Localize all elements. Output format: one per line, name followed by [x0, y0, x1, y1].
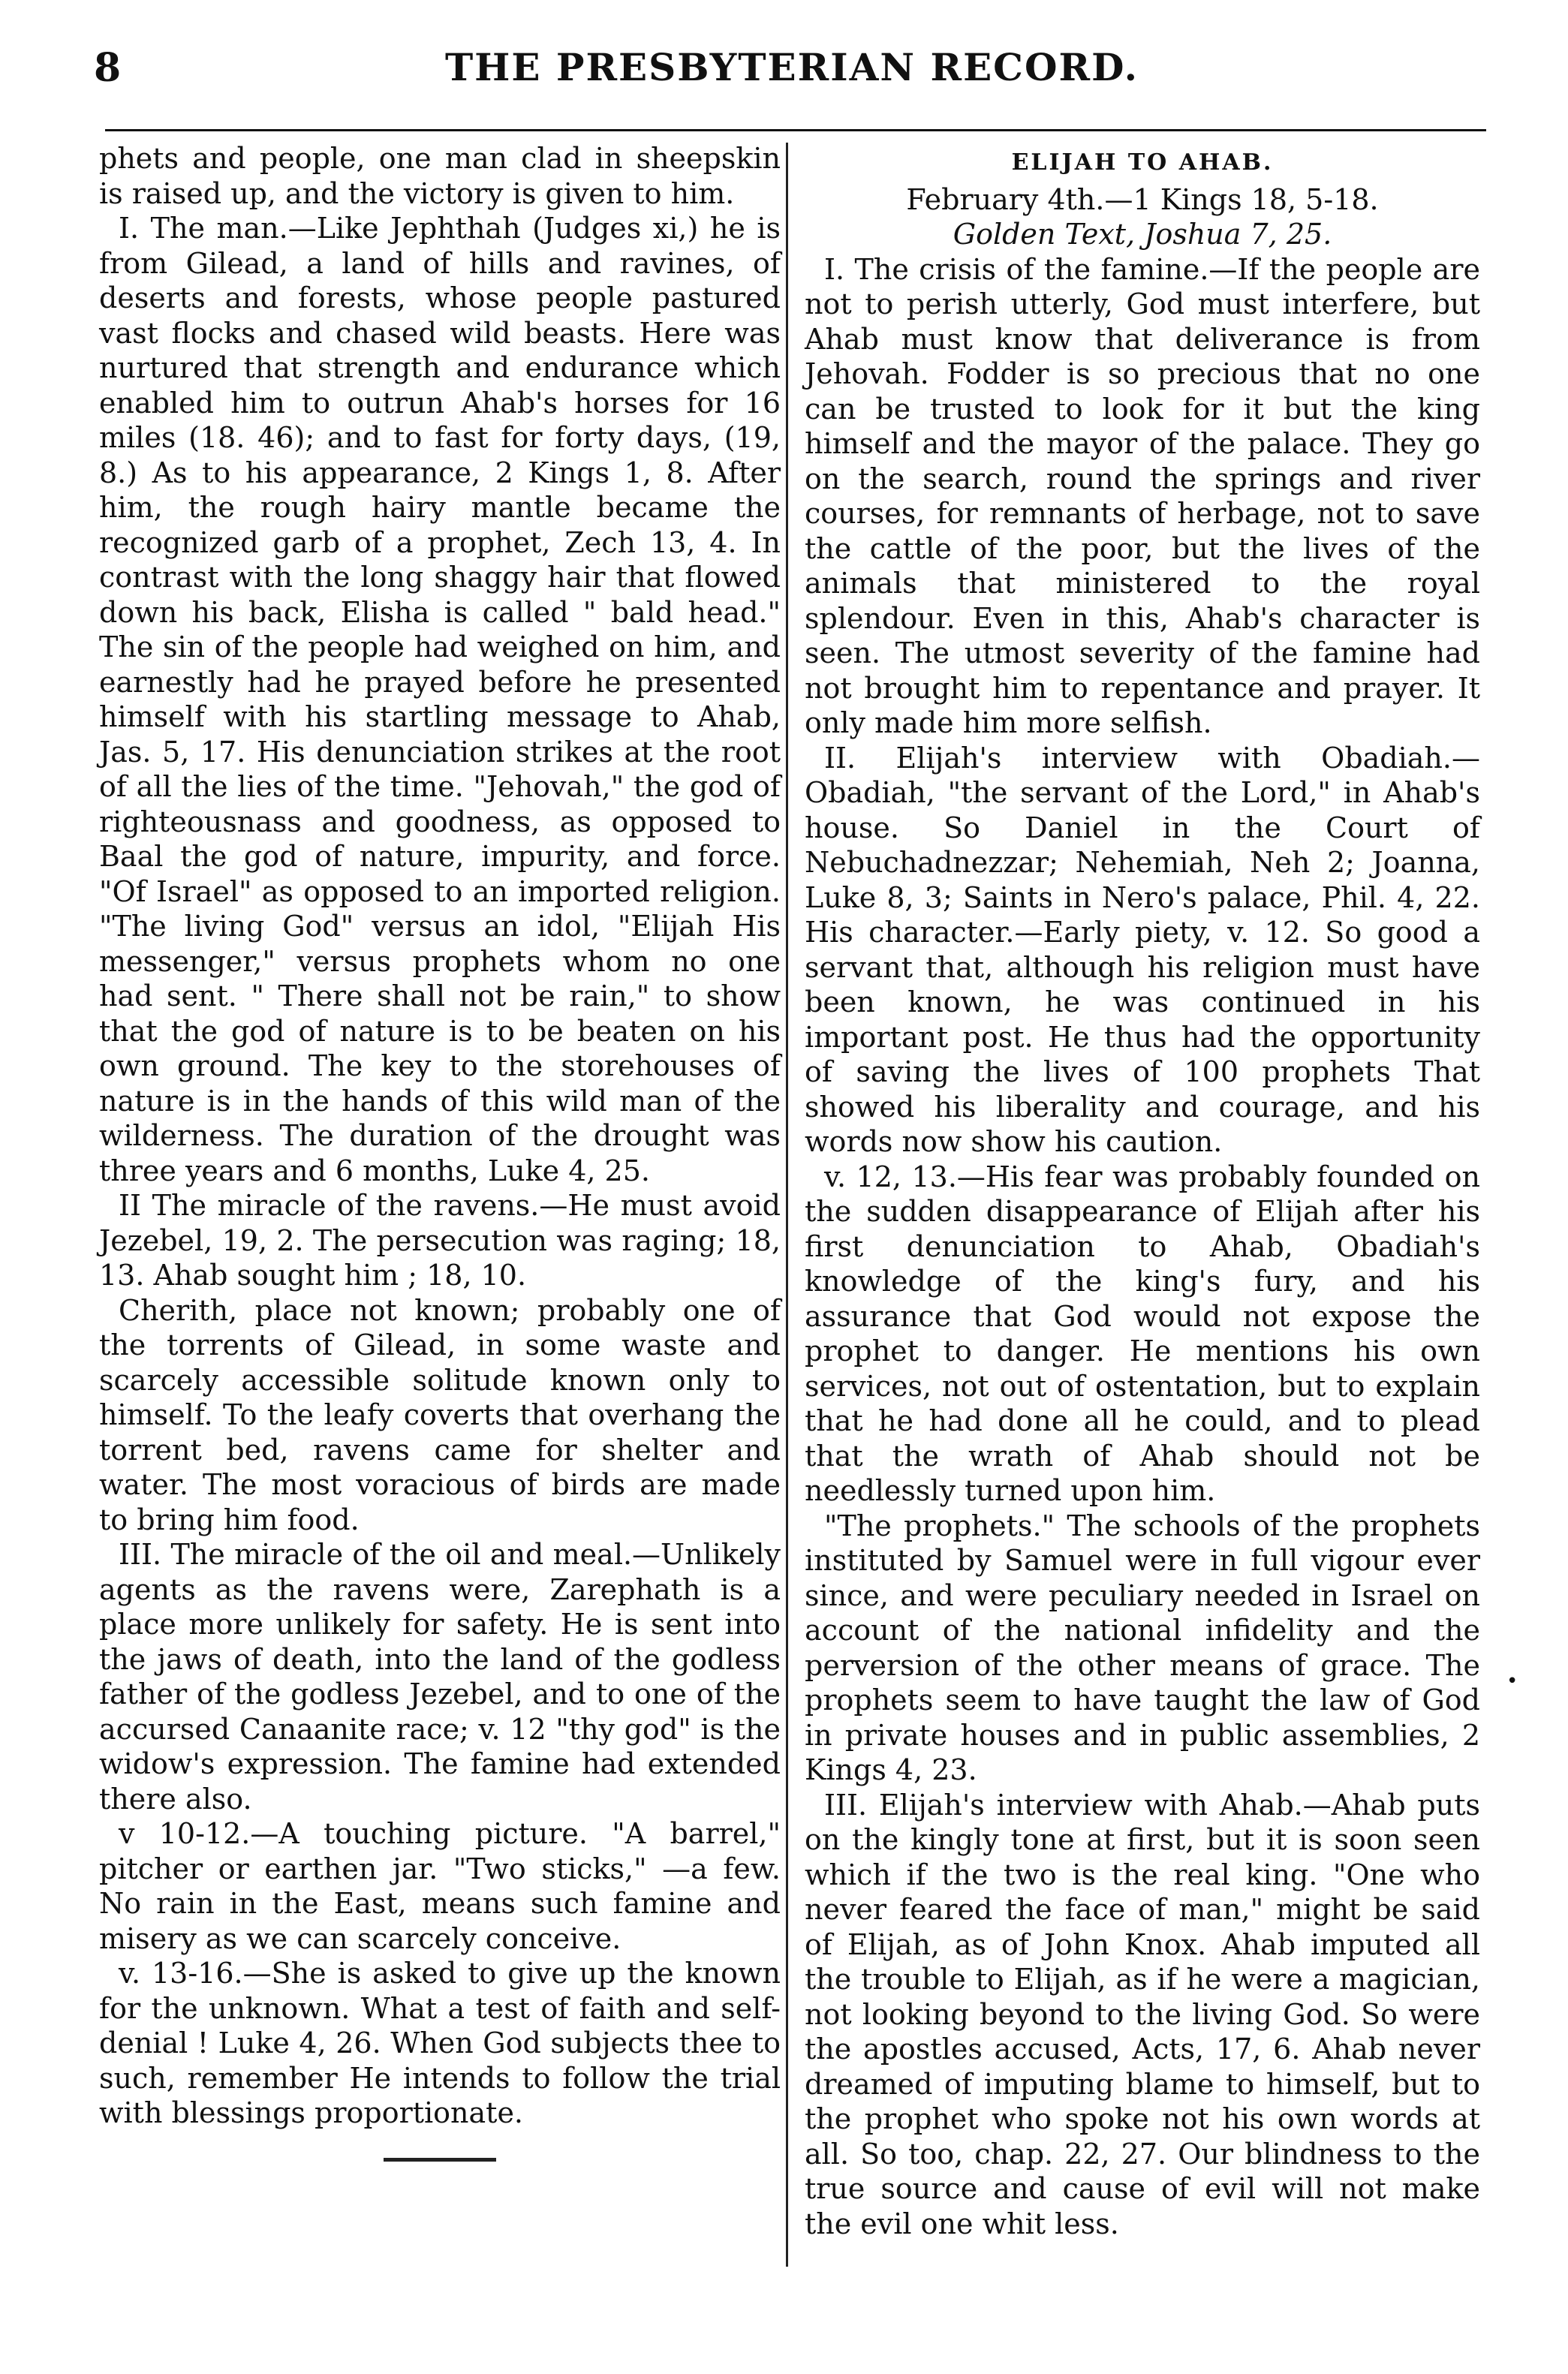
right-column: [805, 141, 1480, 2241]
paragraph: v 10-12.—A touching picture. "A barrel," pitcher or earthen jar. "Two sticks," —a few. No rain in the East, means such famine and misery as we can scarcely conceive.: [99, 1817, 781, 1955]
paragraph: Cherith, place not known; probably one of the torrents of Gilead, in some waste and scarcely accessible solitude known only to himself. To the leafy coverts that overhang the torrent bed, ravens came for shelter and water. The most voracious of birds are made to bring him food.: [99, 1293, 781, 1536]
running-title: THE PRESBYTERIAN RECORD.: [444, 45, 1139, 89]
column-divider: [786, 143, 788, 2267]
lesson-heading: ELIJAH TO AHAB.: [1011, 149, 1274, 176]
lesson-date: February 4th.—1 Kings 18, 5-18.: [906, 182, 1379, 216]
paragraph: II. Elijah's interview with Obadiah.—Obadiah, "the servant of the Lord," in Ahab's house. So Daniel in the Court of Nebuchadnezzar; Nehemiah, Neh 2; Joanna, Luke 8, 3; Saints in Nero's palace, Phil. 4, 22. His character.—Early piety, v. 12. So good a servant that, although his religion must have been known, he was continued in his important post. He thus had the opportunity of saving the lives of 100 prophets That showed his liberality and courage, and his words now show his caution.: [805, 741, 1480, 1158]
page-header: [94, 45, 1490, 105]
paragraph: III. The miracle of the oil and meal.—Unlikely agents as the ravens were, Zarephath is a place more unlikely for safety. He is sent into the jaws of death, into the land of the godless father of the godless Jezebel, and to one of the accursed Canaanite race; v. 12 "thy god" is the widow's expression. The famine had extended there also.: [99, 1538, 781, 1816]
margin-bullet-mark: •: [1506, 1670, 1518, 1692]
page-number: 8: [94, 45, 122, 91]
paragraph: I. The man.—Like Jephthah (Judges xi,) he is from Gilead, a land of hills and ravines, of deserts and forests, whose people pastured vast flocks and chased wild beasts. Here was nurtured that strength and endurance which enabled him to outrun Ahab's horses for 16 miles (18. 46); and to fast for forty days, (19, 8.) As to his appearance, 2 Kings 1, 8. After him, the rough hairy mantle became the recognized garb of a prophet, Zech 13, 4. In contrast with the long shaggy hair that flowed down his back, Elisha is called " bald head." The sin of the people had weighed on him, and earnestly had he prayed before he presented himself with his startling message to Ahab, Jas. 5, 17. His denunciation strikes at the root of all the lies of the time. "Jehovah," the god of righteousnass and goodness, as opposed to Baal the god of nature, impurity, and force. "Of Israel" as opposed to an imported religion. "The living God" versus an idol, "Elijah His messenger," versus prophets whom no one had sent. " There shall not be rain," to show that the god of nature is to be beaten on his own ground. The key to the storehouses of nature is in the hands of this wild man of the wilderness. The duration of the drought was three years and 6 months, Luke 4, 25.: [99, 212, 781, 1187]
paragraph: v. 12, 13.—His fear was probably founded on the sudden disappearance of Elijah after his first denunciation to Ahab, Obadiah's knowledge of the king's fury, and his assurance that God would not expose the prophet to danger. He mentions his own services, not out of ostentation, but to explain that he had done all he could, and to plead that the wrath of Ahab should not be needlessly turned upon him.: [805, 1160, 1480, 1507]
paragraph: v. 13-16.—She is asked to give up the known for the unknown. What a test of faith and self-denial ! Luke 4, 26. When God subjects thee to such, remember He intends to follow the trial with blessings proportionate.: [99, 1957, 781, 2129]
paragraph: III. Elijah's interview with Ahab.—Ahab puts on the kingly tone at first, but it is soon seen which if the two is the real king. "One who never feared the face of man," might be said of Elijah, as of John Knox. Ahab imputed all the trouble to Elijah, as if he were a magician, not looking beyond to the living God. So were the apostles accused, Acts, 17, 6. Ahab never dreamed of imputing blame to himself, but to the prophet who spoke not his own words at all. So too, chap. 22, 27. Our blindness to the true source and cause of evil will not make the evil one whit less.: [805, 1788, 1480, 2240]
end-rule: [384, 2158, 496, 2162]
paragraph: II The miracle of the ravens.—He must avoid Jezebel, 19, 2. The persecution was raging; 18, 13. Ahab sought him ; 18, 10.: [99, 1189, 781, 1292]
header-rule: [105, 129, 1486, 131]
paragraph: "The prophets." The schools of the prophets instituted by Samuel were in full vigour ever since, and were peculiary needed in Israel on account of the national infidelity and the perversion of the other means of grace. The prophets seem to have taught the law of God in private houses and in public assemblies, 2 Kings 4, 23.: [805, 1509, 1480, 1786]
paragraph: phets and people, one man clad in sheepskin is raised up, and the victory is given to him.: [99, 142, 781, 210]
golden-text: Golden Text, Joshua 7, 25.: [953, 218, 1332, 251]
left-column: [99, 141, 781, 2162]
paragraph: I. The crisis of the famine.—If the people are not to perish utterly, God must interfere, but Ahab must know that deliverance is from Jehovah. Fodder is so precious that no one can be trusted to look for it but the king himself and the mayor of the palace. They go on the search, round the springs and river courses, for remnants of herbage, not to save the cattle of the poor, but the lives of the animals that ministered to the royal splendour. Even in this, Ahab's character is seen. The utmost severity of the famine had not brought him to repentance and prayer. It only made him more selfish.: [805, 252, 1480, 739]
